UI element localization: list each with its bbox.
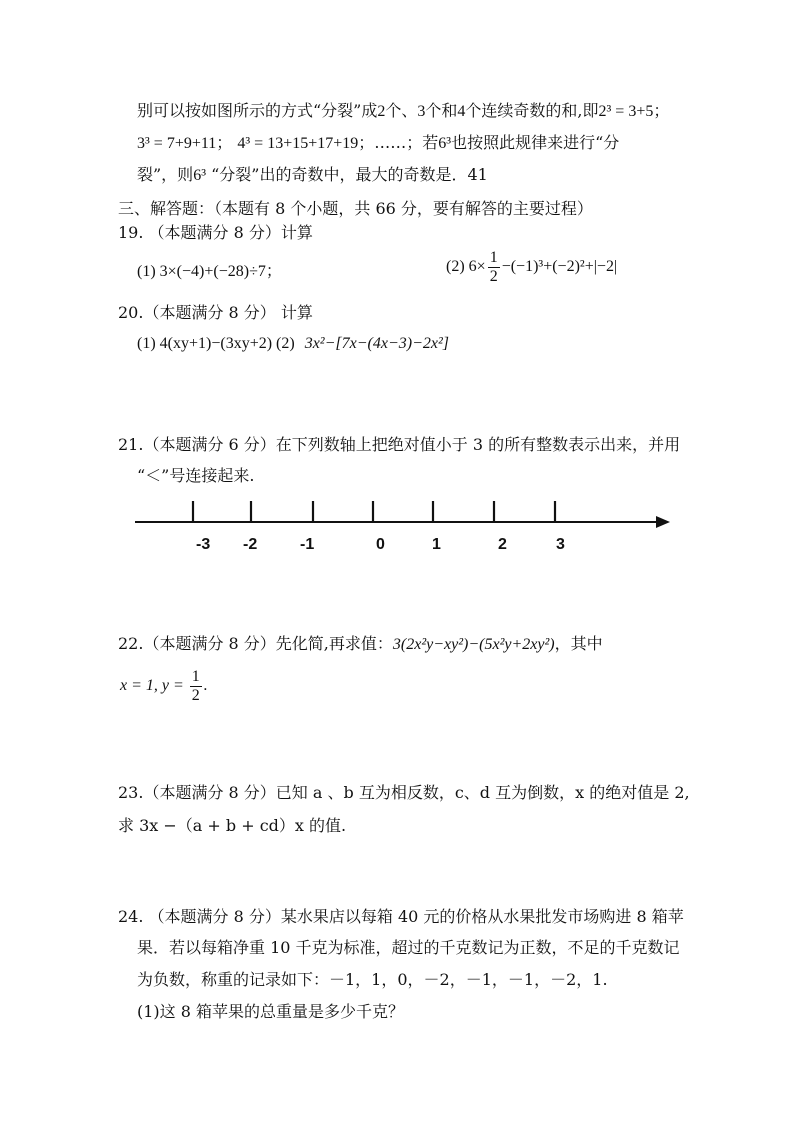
- fraction: [488, 249, 500, 286]
- intro-text: ……；若: [374, 133, 439, 152]
- intro-number: 2: [377, 103, 386, 120]
- intro-line-3: [137, 162, 488, 185]
- question-24-line-2: 果．若以每箱净重 10 千克为标准，超过的千克数记为正数，不足的千克数记: [137, 938, 680, 957]
- intro-text: “分裂”出的奇数中，最大的奇数是．41: [211, 165, 488, 184]
- intro-equation: 2³ = 3+5；: [598, 103, 670, 120]
- expr-text: −(−1)³+(−2)²+|−2|: [501, 258, 618, 276]
- intro-number: 4: [457, 103, 466, 120]
- intro-text: 别可以按如图所示的方式“分裂”成: [137, 101, 378, 120]
- section-heading: 三、解答题：（本题有 8 个小题，共 66 分，要有解答的主要过程）: [118, 199, 593, 218]
- question-23-line-2: 求 3x −（a + b + cd）x 的值.: [118, 816, 347, 835]
- fraction-denominator: 2: [489, 268, 498, 285]
- question-24-line-3: 为负数，称重的记录如下：－1，1，0，－2，－1，－1，－2，1.: [137, 970, 608, 989]
- question-20-part-2: 3x²−[7x−(4x−3)−2x²]: [304, 335, 449, 352]
- intro-text: 个、: [385, 101, 418, 120]
- intro-line-2: [137, 130, 619, 153]
- fraction-numerator: 1: [191, 668, 200, 685]
- fraction-denominator: 2: [191, 687, 200, 704]
- question-19-title: 19. （本题满分 8 分）计算: [118, 223, 313, 242]
- intro-line-1: [137, 98, 669, 121]
- intro-text: 个连续奇数的和,即: [465, 101, 599, 120]
- intro-text: 裂”，则: [137, 165, 194, 184]
- question-24-line-1: 24. （本题满分 8 分）某水果店以每箱 40 元的价格从水果批发市场购进 8 箱苹: [118, 907, 684, 926]
- fraction: [190, 668, 202, 705]
- question-19-part-2: [446, 249, 617, 286]
- intro-text: 也按照此规律来进行“分: [451, 133, 620, 152]
- tick-label: 3: [556, 536, 565, 553]
- question-20-part-2-label: (2): [276, 335, 295, 352]
- intro-equation: 4³ = 13+15+17+19；: [237, 135, 375, 152]
- number-line-axis: [130, 495, 675, 535]
- question-22-line-1: [118, 631, 603, 654]
- question-20-part-1: (1) 4(xy+1)−(3xy+2): [137, 335, 273, 352]
- question-20-title: 20.（本题满分 8 分） 计算: [118, 303, 313, 322]
- tick-label: -2: [243, 536, 258, 553]
- question-22-condition: [120, 668, 208, 705]
- condition-text: x = 1, y =: [120, 677, 188, 695]
- intro-equation: 6³: [438, 135, 452, 152]
- tick-label: 2: [498, 536, 507, 553]
- question-20-parts: [137, 335, 449, 353]
- question-22-text: 22.（本题满分 8 分）先化简,再求值：: [118, 634, 393, 653]
- question-21-line-2: “＜”号连接起来.: [137, 466, 255, 485]
- condition-text: .: [203, 677, 208, 695]
- question-22-expression: 3(2x²y−xy²)−(5x²y+2xy²): [392, 636, 555, 653]
- question-22-text: ，其中: [554, 634, 603, 653]
- intro-equation: 3³ = 7+9+11；: [137, 135, 233, 152]
- tick-label: -1: [300, 536, 315, 553]
- question-23-line-1: 23.（本题满分 8 分）已知 a 、b 互为相反数，c、d 互为倒数，x 的绝对值是 2,: [118, 783, 690, 802]
- tick-label: 1: [432, 536, 441, 553]
- question-21-line-1: 21.（本题满分 6 分）在下列数轴上把绝对值小于 3 的所有整数表示出来，并用: [118, 435, 681, 454]
- question-19-part-1: (1) 3×(−4)+(−28)÷7；: [137, 263, 282, 280]
- intro-equation: 6³: [193, 167, 206, 184]
- fraction-numerator: 1: [489, 249, 498, 266]
- expr-text: (2) 6×: [446, 258, 486, 276]
- tick-label: 0: [376, 536, 385, 553]
- tick-label: -3: [196, 536, 211, 553]
- intro-text: 个和: [425, 101, 458, 120]
- question-24-line-4: (1)这 8 箱苹果的总重量是多少千克？: [137, 1002, 405, 1021]
- intro-number: 3: [417, 103, 426, 120]
- arrow-right-icon: [656, 516, 670, 528]
